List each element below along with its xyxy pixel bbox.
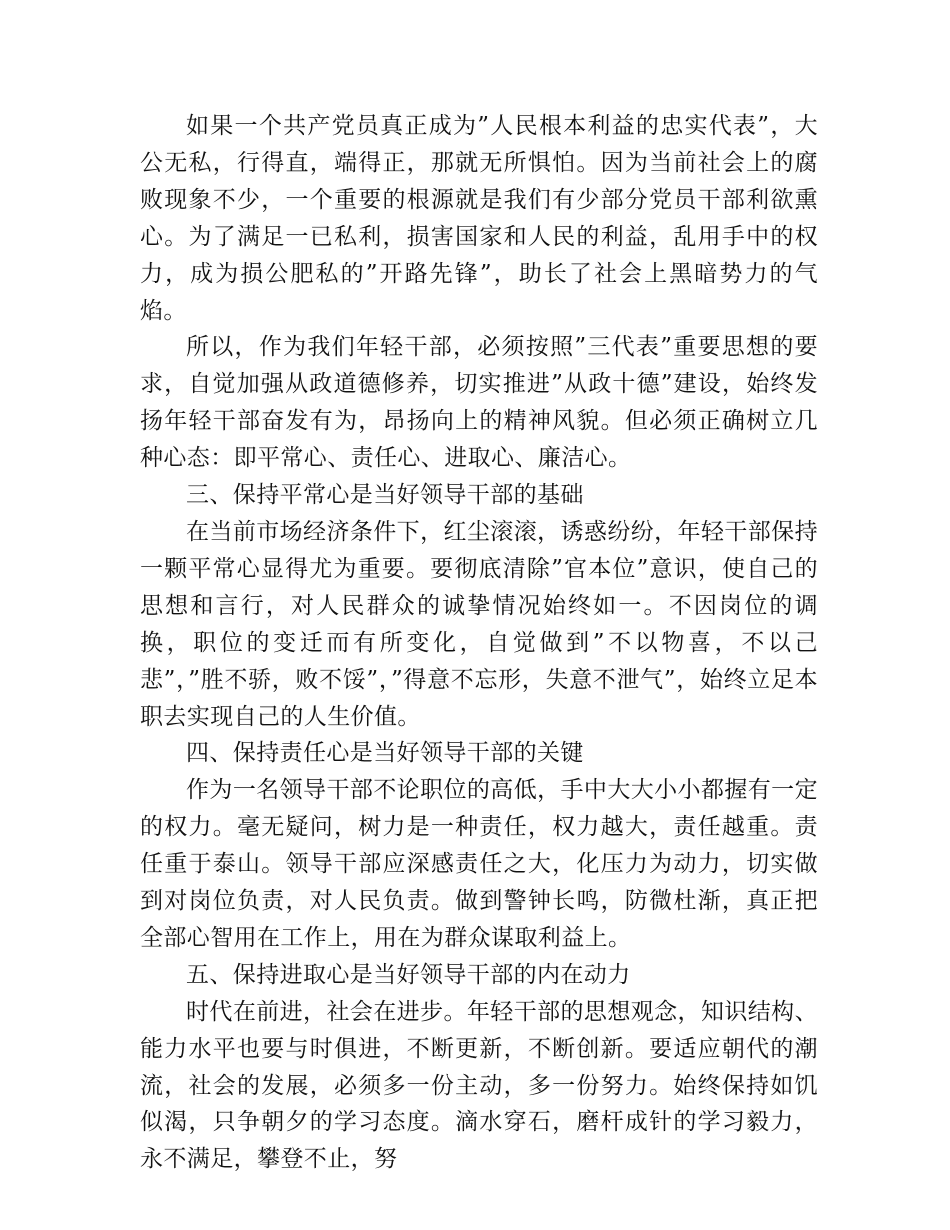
section-heading: 四、保持责任心是当好领导干部的关键 bbox=[186, 740, 584, 767]
section-heading: 三、保持平常心是当好领导干部的基础 bbox=[186, 482, 584, 509]
body-paragraph: 所以，作为我们年轻干部，必须按照”三代表”重要思想的要求，自觉加强从政道德修养，切实推进”从政十德”建设，始终发扬年轻干部奋发有为，昂扬向上的精神风貌。但必须正确树立几种心态：即平常心、责任心、进取心、廉洁心。 bbox=[140, 334, 818, 472]
body-paragraph: 在当前市场经济条件下，红尘滚滚，诱惑纷纷，年轻干部保持一颗平常心显得尤为重要。要彻底清除”官本位”意识，使自己的思想和言行，对人民群众的诚挚情况始终如一。不因岗位的调换，职位的变迁而有所变化，自觉做到”不以物喜，不以己悲”，”胜不骄，败不馁”，”得意不忘形，失意不泄气”，始终立足本职去实现自己的人生价值。 bbox=[140, 518, 818, 730]
body-paragraph: 时代在前进，社会在进步。年轻干部的思想观念，知识结构、能力水平也要与时俱进，不断更新，不断创新。要适应朝代的潮流，社会的发展，必须多一份主动，多一份努力。始终保持如饥似渴，只争朝夕的学习态度。滴水穿石，磨杆成针的学习毅力，永不满足，攀登不止，努 bbox=[140, 998, 818, 1173]
section-heading: 五、保持进取心是当好领导干部的内在动力 bbox=[186, 961, 631, 988]
body-paragraph: 作为一名领导干部不论职位的高低，手中大大小小都握有一定的权力。毫无疑问，树力是一种责任，权力越大，责任越重。责任重于泰山。领导干部应深感责任之大，化压力为动力，切实做到对岗位负责，对人民负责。做到警钟长鸣，防微杜渐，真正把全部心智用在工作上，用在为群众谋取利益上。 bbox=[140, 777, 818, 951]
body-paragraph: 如果一个共产党员真正成为”人民根本利益的忠实代表”，大公无私，行得直，端得正，那就无所惧怕。因为当前社会上的腐败现象不少，一个重要的根源就是我们有少部分党员干部利欲熏心。为了满足一已私利，损害国家和人民的利益，乱用手中的权力，成为损公肥私的”开路先锋”，助长了社会上黑暗势力的气焰。 bbox=[140, 113, 818, 324]
